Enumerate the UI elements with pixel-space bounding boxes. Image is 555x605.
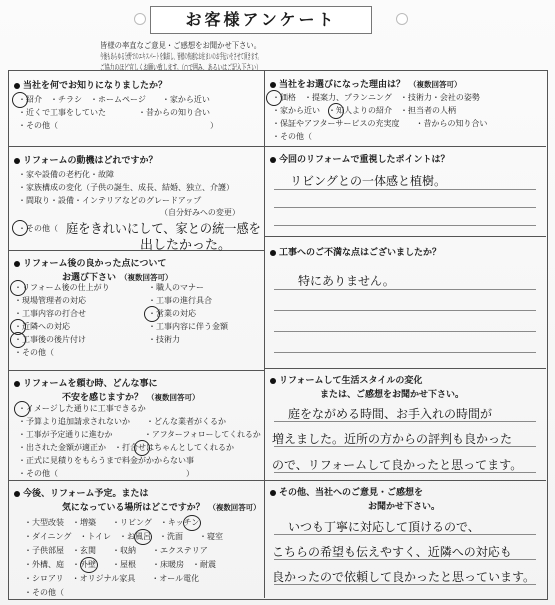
- r5-heading: その他、当社へのご意見・ご感想を: [270, 487, 423, 499]
- r2-heading: 今回のリフォームで重視したポイントは？: [270, 154, 450, 166]
- q1-heading: 当社を何でお知りになりましたか？: [14, 80, 167, 92]
- r4-handwritten-answer-1: 庭をながめる時間、お手入れの時間が: [288, 407, 493, 421]
- q3-option: ・工事後の後片付け: [14, 335, 86, 344]
- r5-handwritten-answer-2: こちらの希望も伝えやすく、近隣への対応も: [272, 545, 512, 559]
- q3-option: ・営業の対応: [148, 309, 196, 318]
- answer-line: [274, 207, 536, 208]
- q5-subheading: 気になっている場所はどこですか？ （複数回答可）: [62, 503, 261, 513]
- bullet-icon: [270, 378, 276, 384]
- bullet-icon: [14, 261, 20, 267]
- checked-option-mark: [328, 103, 344, 119]
- answer-line: [274, 584, 536, 585]
- q5-options-row: ・大型改装 ・増築 ・リビング ・キッチン: [24, 518, 200, 527]
- q4-option: ・出された金額が適正か ・打合せはちゃんとしてくれるか: [18, 443, 234, 452]
- q3-option: ・近隣への対応: [14, 322, 70, 331]
- q2-other-note: （自分好みへの変更）: [160, 208, 240, 217]
- q3-subheading: お選び下さい （複数回答可）: [62, 273, 173, 283]
- q4-option: ・その他（ ）: [18, 469, 194, 478]
- r4-handwritten-answer-2: 増えました。近所の方からの評判も良かった: [272, 432, 513, 446]
- q1-options-row-3: ・その他（ ）: [18, 121, 218, 130]
- intro-line-3: ご協力のほど宜しくお願い致します。（○で囲み、あるいはご記入下さい）: [100, 63, 261, 72]
- q2-handwritten-answer-1: 庭をきれいにして、家との統一感を: [66, 222, 261, 237]
- q5-options-row: ・ダイニング ・トイレ ・お風呂 ・洗面 ・寝室: [24, 532, 223, 541]
- r4-heading: リフォームして生活スタイルの変化: [270, 375, 422, 387]
- answer-line: [274, 534, 536, 535]
- q3-option: ・工事内容に伴う金額: [148, 322, 228, 331]
- q3-option: ・リフォーム後の仕上がり: [14, 283, 110, 292]
- punch-hole-right: [396, 13, 408, 25]
- r1-options-row: ・保証やアフターサービスの充実度 ・昔からの知り合い: [272, 119, 488, 128]
- q5-options-row: ・子供部屋 ・玄関 ・収納 ・エクステリア: [24, 546, 208, 555]
- q5-options-row: ・外構、庭 ・外壁 ・屋根 ・床暖房 ・耐震: [24, 560, 216, 569]
- checked-option-mark: [12, 220, 28, 236]
- section-divider: [264, 146, 546, 147]
- q5-options-row: ・シロアリ ・オリジナル家具 ・オール電化: [24, 574, 200, 583]
- answer-line: [274, 559, 536, 560]
- q4-option: ・工事が予定通りに進むか ・アフターフォローしてくれるか: [18, 430, 261, 439]
- checked-option-mark: [266, 90, 282, 106]
- checked-option-mark: [134, 529, 152, 545]
- q3-option: ・工事の進行具合: [148, 296, 212, 305]
- q5-heading: 今後、リフォーム予定。または: [14, 488, 149, 500]
- q3-option: ・工事内容の打合せ: [14, 309, 86, 318]
- answer-line: [274, 472, 536, 473]
- q1-options-row-2: ・近くで工事をしていた ・昔からの知り合い: [18, 108, 210, 117]
- section-divider: [264, 236, 546, 237]
- bullet-icon: [270, 157, 276, 163]
- q2-heading: リフォームの動機はどれですか？: [14, 155, 158, 167]
- checked-option-mark: [10, 332, 26, 348]
- checked-option-mark: [10, 280, 26, 296]
- bullet-icon: [270, 490, 276, 496]
- q3-option: ・その他（: [14, 348, 54, 357]
- section-divider: [8, 146, 264, 147]
- checked-option-mark: [12, 92, 28, 108]
- r4-handwritten-answer-3: ので、リフォームして良かったと思ってます。: [272, 458, 523, 472]
- answer-line: [274, 446, 536, 447]
- q3-heading: リフォーム後の良かった点について: [14, 258, 166, 270]
- q1-options-row-1: ・紹介 ・チラシ ・ホームページ ・家から近い: [18, 95, 210, 104]
- q4-subheading: 不安を感じますか？ （複数回答可）: [62, 393, 200, 403]
- r1-options-row: ・価格 ・提案力、プランニング ・技術力・会社の姿勢: [272, 93, 480, 102]
- q4-heading: リフォームを頼む時、どんな事に: [14, 378, 158, 390]
- q4-option: ・正式に見積りをもらうまで料金がかからない事: [18, 456, 194, 465]
- intro-line-1: 皆様の率直なご意見・ご感想をお聞かせ下さい。: [100, 41, 262, 50]
- r5-handwritten-answer-3: 良かったので依頼して良かったと思っています。: [272, 570, 536, 584]
- answer-line: [274, 189, 536, 190]
- q4-option: ・予算より追加請求されないか ・どんな業者がくるか: [18, 417, 226, 426]
- section-divider: [8, 370, 264, 371]
- checked-option-mark: [144, 306, 160, 322]
- column-divider: [264, 70, 265, 598]
- q4-option: ・イメージした通りに工事できるか: [18, 404, 146, 413]
- r1-other-option: ・その他（: [272, 132, 312, 141]
- answer-line: [274, 289, 536, 290]
- q2-option: ・家族構成の変化（子供の誕生、成長、結婚、独立、介護）: [18, 183, 234, 192]
- q2-option: ・家や設備の老朽化・故障: [18, 170, 114, 179]
- q2-option: ・間取り・設備・インテリアなどのグレードアップ: [18, 196, 202, 205]
- bullet-icon: [14, 158, 20, 164]
- q3-option: ・技術力: [148, 335, 180, 344]
- r1-heading: 当社をお選びになった理由は？ （複数回答可）: [270, 79, 462, 91]
- bullet-icon: [14, 491, 20, 497]
- answer-line: [274, 225, 536, 226]
- bullet-icon: [14, 83, 20, 89]
- section-divider: [264, 480, 546, 481]
- bullet-icon: [270, 82, 276, 88]
- checked-option-mark: [134, 440, 150, 456]
- q3-option: ・職人のマナー: [148, 283, 204, 292]
- bullet-icon: [14, 381, 20, 387]
- answer-line: [274, 331, 536, 332]
- survey-title: お客様アンケート: [150, 6, 372, 34]
- r2-handwritten-answer: リビングとの一体感と植樹。: [290, 174, 447, 188]
- intro-line-2: 今後もあらゆる分野でのエキスパートを集結し、皆様の快適なお住まいのお手伝いをさせて頂きます。: [100, 52, 262, 61]
- answer-line: [274, 310, 536, 311]
- section-divider: [264, 368, 546, 369]
- q2-handwritten-answer-2: 出したかった。: [140, 238, 232, 253]
- checked-option-mark: [80, 557, 98, 573]
- r5-handwritten-answer-1: いつも丁寧に対応して頂けるので、: [288, 520, 480, 534]
- r5-subheading: お聞かせ下さい。: [368, 502, 441, 512]
- checked-option-mark: [14, 401, 30, 417]
- checked-option-mark: [183, 515, 201, 531]
- section-divider: [8, 480, 264, 481]
- answer-line: [274, 421, 536, 422]
- answer-line: [274, 352, 536, 353]
- bullet-icon: [270, 250, 276, 256]
- r4-subheading: または、ご感想をお聞かせ下さい。: [320, 390, 465, 400]
- r1-options-row: ・家から近い ・知人よりの紹介 ・担当者の人柄: [272, 106, 456, 115]
- r3-heading: 工事へのご不満な点はございましたか？: [270, 247, 441, 259]
- q5-other-option: ・その他（: [24, 588, 64, 597]
- punch-hole-left: [134, 13, 146, 25]
- q2-other-option: ・その他（: [18, 224, 58, 233]
- q3-option: ・現場管理者の対応: [14, 296, 86, 305]
- r3-handwritten-answer: 特にありません。: [298, 274, 395, 288]
